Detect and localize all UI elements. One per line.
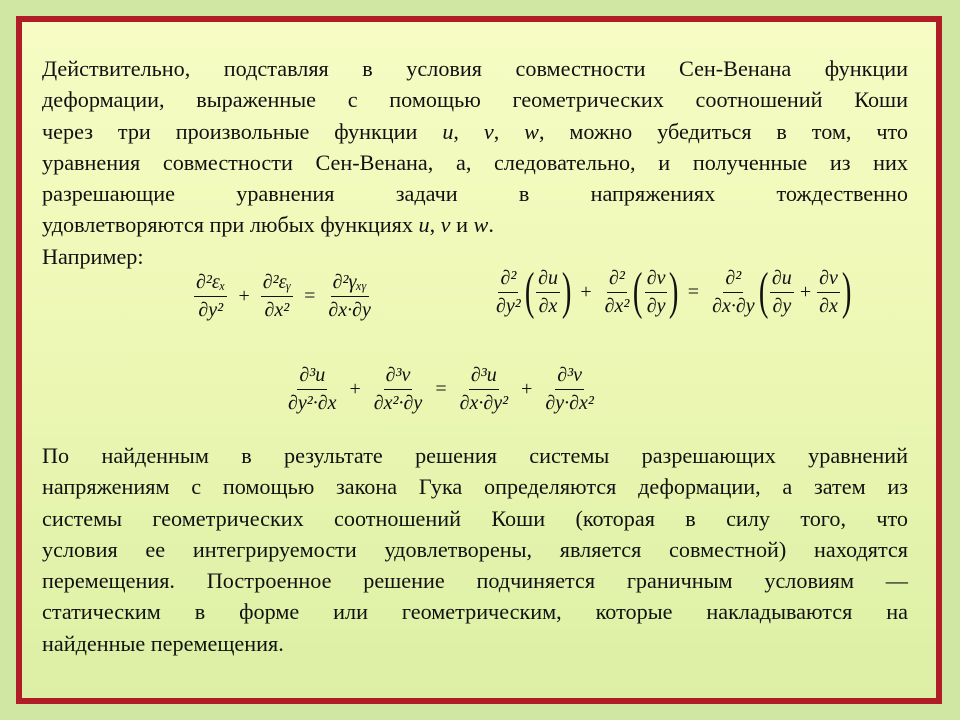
var-v: v <box>483 118 494 144</box>
plus-sign: + <box>799 280 812 303</box>
paragraph-conclusion <box>42 440 908 659</box>
fraction: $\frac{\partial u}{\partial y}$ <box>771 266 792 317</box>
fraction: $\frac{\text{∂³v}}{\text{∂y·∂x²}}$ <box>545 364 594 414</box>
text-fragment: удовлетворяются при любых функциях <box>42 212 419 238</box>
example-label: Например: <box>42 244 144 269</box>
equals-sign: = <box>304 285 316 307</box>
equation-1 <box>192 271 375 322</box>
fraction: $\frac{\text{∂²εₓ}}{\text{∂y²}}$ <box>196 271 226 321</box>
text-line: уравнения совместности Сен-Венана, а, следовательно, и полученные из них <box>42 149 908 175</box>
plus-sign: + <box>521 378 533 400</box>
plus-sign: + <box>349 378 361 400</box>
fraction: $\frac{\partial v}{\partial x}$ <box>819 266 838 317</box>
paren-right: ) <box>561 263 572 320</box>
slide-frame <box>16 16 942 704</box>
paren-right: ) <box>669 263 679 320</box>
text-fragment: , можно убедиться в том, что <box>538 118 908 144</box>
equals-sign: = <box>435 378 447 400</box>
fraction: $\frac{\text{∂²}}{\text{∂x²}}$ <box>604 266 630 317</box>
var-u: u <box>418 212 430 238</box>
plus-sign: + <box>580 280 592 303</box>
equation-2 <box>492 263 852 320</box>
text-line: деформации, выраженные с помощью геометрических соотношений Коши <box>42 87 908 113</box>
fraction: $\frac{\text{∂³u}}{\text{∂x·∂y²}}$ <box>459 364 509 414</box>
paren-left: ( <box>524 263 535 320</box>
paragraph-intro <box>42 53 908 241</box>
equation-3 <box>284 364 598 415</box>
text-line: найденные перемещения. <box>42 630 284 656</box>
fraction: $\frac{\text{∂³u}}{\text{∂y²·∂x}}$ <box>288 364 337 414</box>
comma: , <box>493 118 500 144</box>
text-line: Действительно, подставляя в условия совместности Сен-Венана функции <box>42 56 908 81</box>
text-line <box>42 209 908 240</box>
period: . <box>488 212 494 238</box>
var-v: v <box>440 212 451 238</box>
fraction: $\frac{\text{∂³v}}{\text{∂x²·∂y}}$ <box>373 364 423 414</box>
equals-sign: = <box>687 280 700 303</box>
var-w: w <box>473 212 489 238</box>
plus-sign: + <box>238 285 250 307</box>
text-line: разрешающие уравнения задачи в напряжениях тождественно <box>42 181 908 207</box>
text-and: и <box>450 212 474 238</box>
paren-right: ) <box>841 263 852 320</box>
fraction: $\frac{\text{∂²εᵧ}}{\text{∂x²}}$ <box>262 271 292 321</box>
text-line: По найденным в результате решения системы разрешающих уравнений <box>42 443 908 468</box>
fraction: $\frac{\partial u}{\partial x}$ <box>538 266 558 317</box>
fraction: $\frac{\text{∂²γₓᵧ}}{\partial x\cdot\partial y}$ <box>328 271 371 321</box>
comma: , <box>453 118 459 144</box>
text-line: перемещения. Построенное решение подчиняется граничным условиям — <box>42 568 908 594</box>
text-line <box>42 116 908 147</box>
paren-left: ( <box>758 263 769 320</box>
comma: , <box>429 212 436 238</box>
paren-left: ( <box>633 263 643 320</box>
text-fragment: через три произвольные функции <box>42 118 443 144</box>
text-line: статическим в форме или геометрическим, которые накладываются на <box>42 599 908 625</box>
text-line: условия ее интегрируемости удовлетворены, является совместной) находятся <box>42 536 908 562</box>
fraction: $\frac{\text{∂²}}{\partial x\cdot\partial y}$ <box>712 266 755 317</box>
text-line: системы геометрических соотношений Коши (которая в силу того, что <box>42 505 908 531</box>
var-u: u <box>442 118 454 144</box>
text-line: напряжениям с помощью закона Гука определяются деформации, а затем из <box>42 474 908 500</box>
fraction: $\frac{\text{∂²}}{\text{∂y²}}$ <box>496 266 521 317</box>
var-w: w <box>524 118 539 144</box>
fraction: $\frac{\partial v}{\partial y}$ <box>646 266 666 317</box>
